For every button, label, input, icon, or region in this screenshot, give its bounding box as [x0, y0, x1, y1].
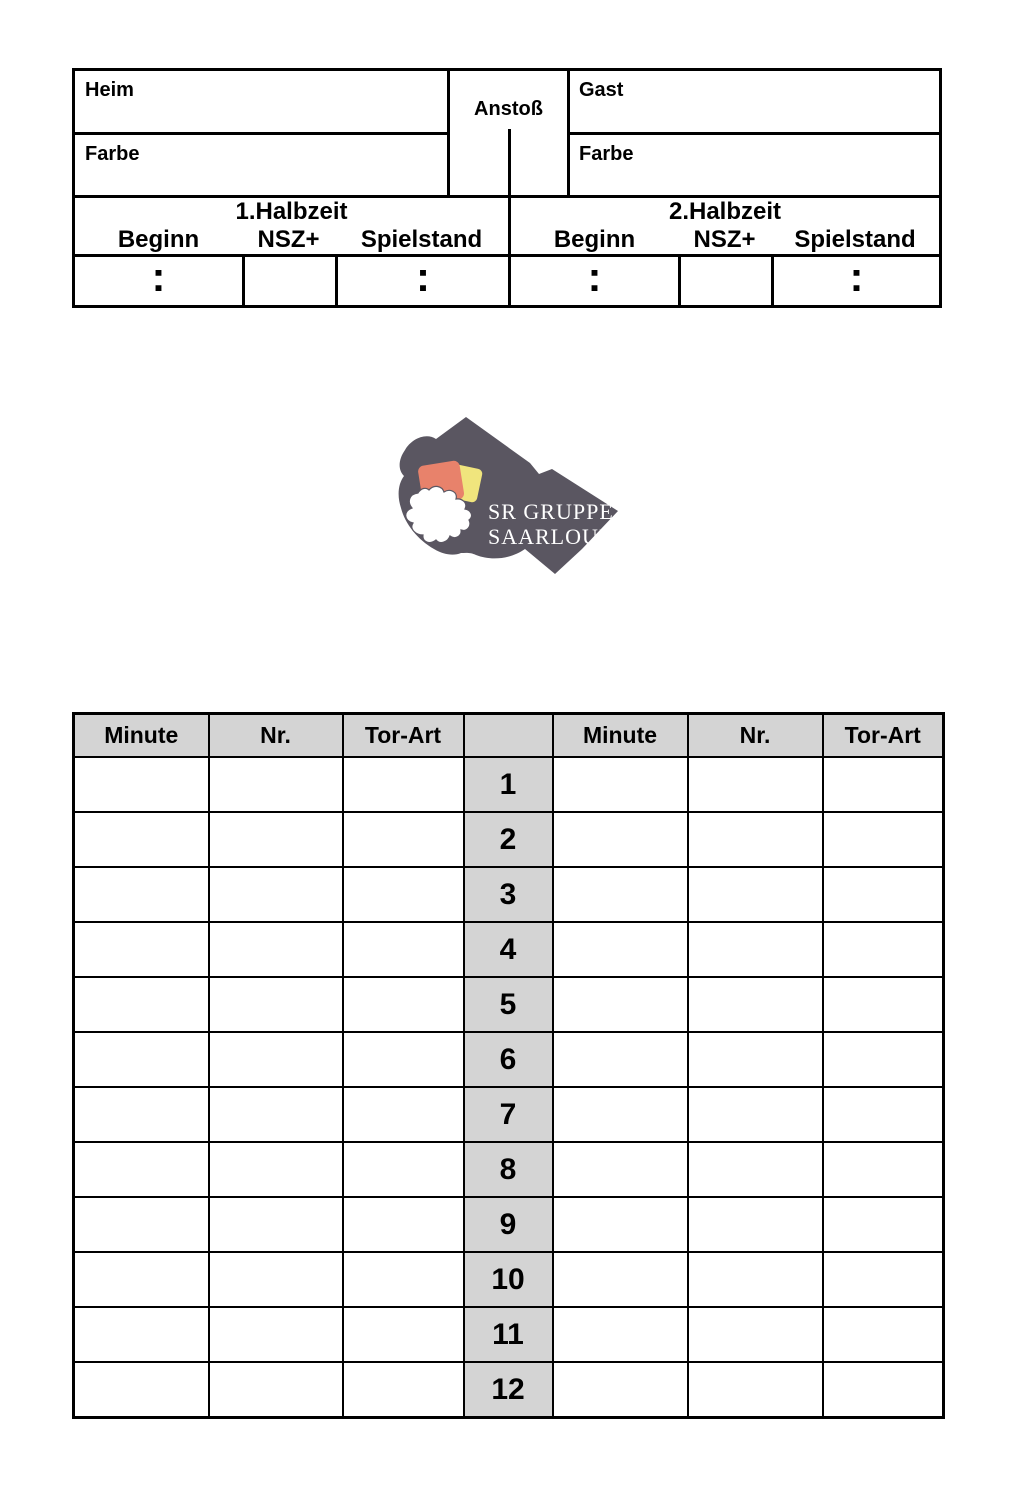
first-half-title: 1.Halbzeit: [235, 198, 348, 225]
heim-label: Heim: [85, 79, 134, 101]
nr-header-left: Nr.: [209, 714, 343, 758]
row-number-cell: 4: [464, 922, 553, 977]
second-half-section: [511, 198, 939, 254]
torart-left-cell: [343, 1252, 464, 1307]
minute-right-cell: [553, 922, 688, 977]
nr-left-cell: [209, 1362, 343, 1418]
anstoss-direction-divider: [508, 129, 511, 195]
torart-left-cell: [343, 1307, 464, 1362]
torart-left-cell: [343, 1087, 464, 1142]
minute-left-cell: [74, 867, 209, 922]
nr-right-cell: [688, 1197, 823, 1252]
torart-right-cell: [823, 977, 944, 1032]
minute-right-cell: [553, 867, 688, 922]
nr-left-cell: [209, 867, 343, 922]
torart-left-cell: [343, 1032, 464, 1087]
goals-table-header: [74, 714, 944, 758]
torart-header-left: Tor-Art: [343, 714, 464, 758]
nr-right-cell: [688, 1087, 823, 1142]
spielstand-column-label: Spielstand: [794, 226, 916, 253]
minute-left-cell: [74, 1362, 209, 1418]
beginn-column-label: Beginn: [553, 226, 636, 253]
torart-left-cell: [343, 977, 464, 1032]
first-half-section: [75, 198, 508, 254]
torart-right-cell: [823, 922, 944, 977]
heim-farbe-divider: [75, 132, 447, 135]
gast-farbe-divider: [570, 132, 939, 135]
row-number-cell: 10: [464, 1252, 553, 1307]
nsz-column-label: NSZ+: [257, 226, 320, 253]
row-number-cell: 6: [464, 1032, 553, 1087]
nr-right-cell: [688, 1252, 823, 1307]
nr-left-cell: [209, 1252, 343, 1307]
first-half-nsz-field: [245, 257, 335, 305]
nr-left-cell: [209, 1197, 343, 1252]
minute-right-cell: [553, 812, 688, 867]
nr-left-cell: [209, 1307, 343, 1362]
match-info-form: [72, 68, 942, 308]
nsz-column-label: NSZ+: [693, 226, 756, 253]
torart-right-cell: [823, 1032, 944, 1087]
goal-row: [74, 757, 944, 812]
minute-right-cell: [553, 757, 688, 812]
torart-right-cell: [823, 1362, 944, 1418]
nr-left-cell: [209, 757, 343, 812]
nr-left-cell: [209, 1087, 343, 1142]
minute-left-cell: [74, 1252, 209, 1307]
goal-row: [74, 922, 944, 977]
farbe-right-label: Farbe: [579, 143, 634, 165]
torart-right-cell: [823, 1142, 944, 1197]
minute-left-cell: [74, 1197, 209, 1252]
nr-right-cell: [688, 1307, 823, 1362]
center-header-cell: [464, 714, 553, 758]
row-number-cell: 11: [464, 1307, 553, 1362]
goal-row: [74, 1197, 944, 1252]
minute-header-left: Minute: [74, 714, 209, 758]
goal-row: [74, 1087, 944, 1142]
goal-row: [74, 1307, 944, 1362]
minute-right-cell: [553, 1252, 688, 1307]
minute-left-cell: [74, 1142, 209, 1197]
torart-header-right: Tor-Art: [823, 714, 944, 758]
nr-right-cell: [688, 867, 823, 922]
goal-row: [74, 1142, 944, 1197]
first-half-beginn-field: :: [151, 253, 166, 300]
goals-table-body: [74, 757, 944, 1418]
row-number-cell: 3: [464, 867, 553, 922]
minute-left-cell: [74, 757, 209, 812]
nr-right-cell: [688, 1142, 823, 1197]
torart-left-cell: [343, 757, 464, 812]
nr-left-cell: [209, 977, 343, 1032]
gast-label: Gast: [579, 79, 624, 101]
row-number-cell: 9: [464, 1197, 553, 1252]
minute-right-cell: [553, 1087, 688, 1142]
spielstand-column-label: Spielstand: [360, 226, 483, 253]
minute-left-cell: [74, 922, 209, 977]
minute-left-cell: [74, 1087, 209, 1142]
nr-right-cell: [688, 757, 823, 812]
minute-right-cell: [553, 1032, 688, 1087]
torart-right-cell: [823, 757, 944, 812]
sr-gruppe-saarlouis-logo: [396, 412, 620, 575]
row-number-cell: 7: [464, 1087, 553, 1142]
first-half-spielstand-field: :: [416, 253, 430, 300]
minute-left-cell: [74, 977, 209, 1032]
second-half-beginn-field: :: [587, 253, 602, 300]
row-number-cell: 1: [464, 757, 553, 812]
logo-text-line1: SR GRUPPE: [488, 499, 614, 524]
nr-right-cell: [688, 922, 823, 977]
nr-right-cell: [688, 977, 823, 1032]
anstoss-label: Anstoß: [474, 98, 543, 120]
minute-right-cell: [553, 1142, 688, 1197]
beginn-column-label: Beginn: [117, 226, 200, 253]
second-half-column-labels: [511, 225, 939, 254]
torart-right-cell: [823, 1087, 944, 1142]
row-number-cell: 8: [464, 1142, 553, 1197]
torart-right-cell: [823, 812, 944, 867]
nr-right-cell: [688, 812, 823, 867]
torart-left-cell: [343, 1142, 464, 1197]
goal-row: [74, 977, 944, 1032]
row-number-cell: 12: [464, 1362, 553, 1418]
goal-row: [74, 1252, 944, 1307]
anstoss-cell-left-border: [447, 71, 450, 195]
minute-left-cell: [74, 812, 209, 867]
nr-right-cell: [688, 1032, 823, 1087]
minute-left-cell: [74, 1032, 209, 1087]
minute-header-right: Minute: [553, 714, 688, 758]
minute-right-cell: [553, 977, 688, 1032]
torart-left-cell: [343, 1197, 464, 1252]
second-half-nsz-field: [681, 257, 771, 305]
goal-row: [74, 1362, 944, 1418]
torart-right-cell: [823, 1307, 944, 1362]
farbe-left-label: Farbe: [85, 143, 140, 165]
goals-table: [72, 712, 945, 1419]
torart-left-cell: [343, 922, 464, 977]
goal-row: [74, 812, 944, 867]
minute-right-cell: [553, 1362, 688, 1418]
torart-right-cell: [823, 1197, 944, 1252]
second-half-spielstand-field: :: [849, 253, 864, 300]
nr-left-cell: [209, 1032, 343, 1087]
torart-left-cell: [343, 867, 464, 922]
row-number-cell: 5: [464, 977, 553, 1032]
minute-right-cell: [553, 1307, 688, 1362]
nr-right-cell: [688, 1362, 823, 1418]
torart-left-cell: [343, 812, 464, 867]
torart-left-cell: [343, 1362, 464, 1418]
nr-left-cell: [209, 812, 343, 867]
second-half-title: 2.Halbzeit: [668, 198, 782, 225]
nr-header-right: Nr.: [688, 714, 823, 758]
torart-right-cell: [823, 1252, 944, 1307]
nr-left-cell: [209, 1142, 343, 1197]
torart-right-cell: [823, 867, 944, 922]
minute-left-cell: [74, 1307, 209, 1362]
goal-row: [74, 867, 944, 922]
goal-row: [74, 1032, 944, 1087]
row-number-cell: 2: [464, 812, 553, 867]
logo-text-line2: SAARLOUIS: [488, 524, 620, 549]
minute-right-cell: [553, 1197, 688, 1252]
first-half-column-labels: [75, 225, 508, 254]
nr-left-cell: [209, 922, 343, 977]
